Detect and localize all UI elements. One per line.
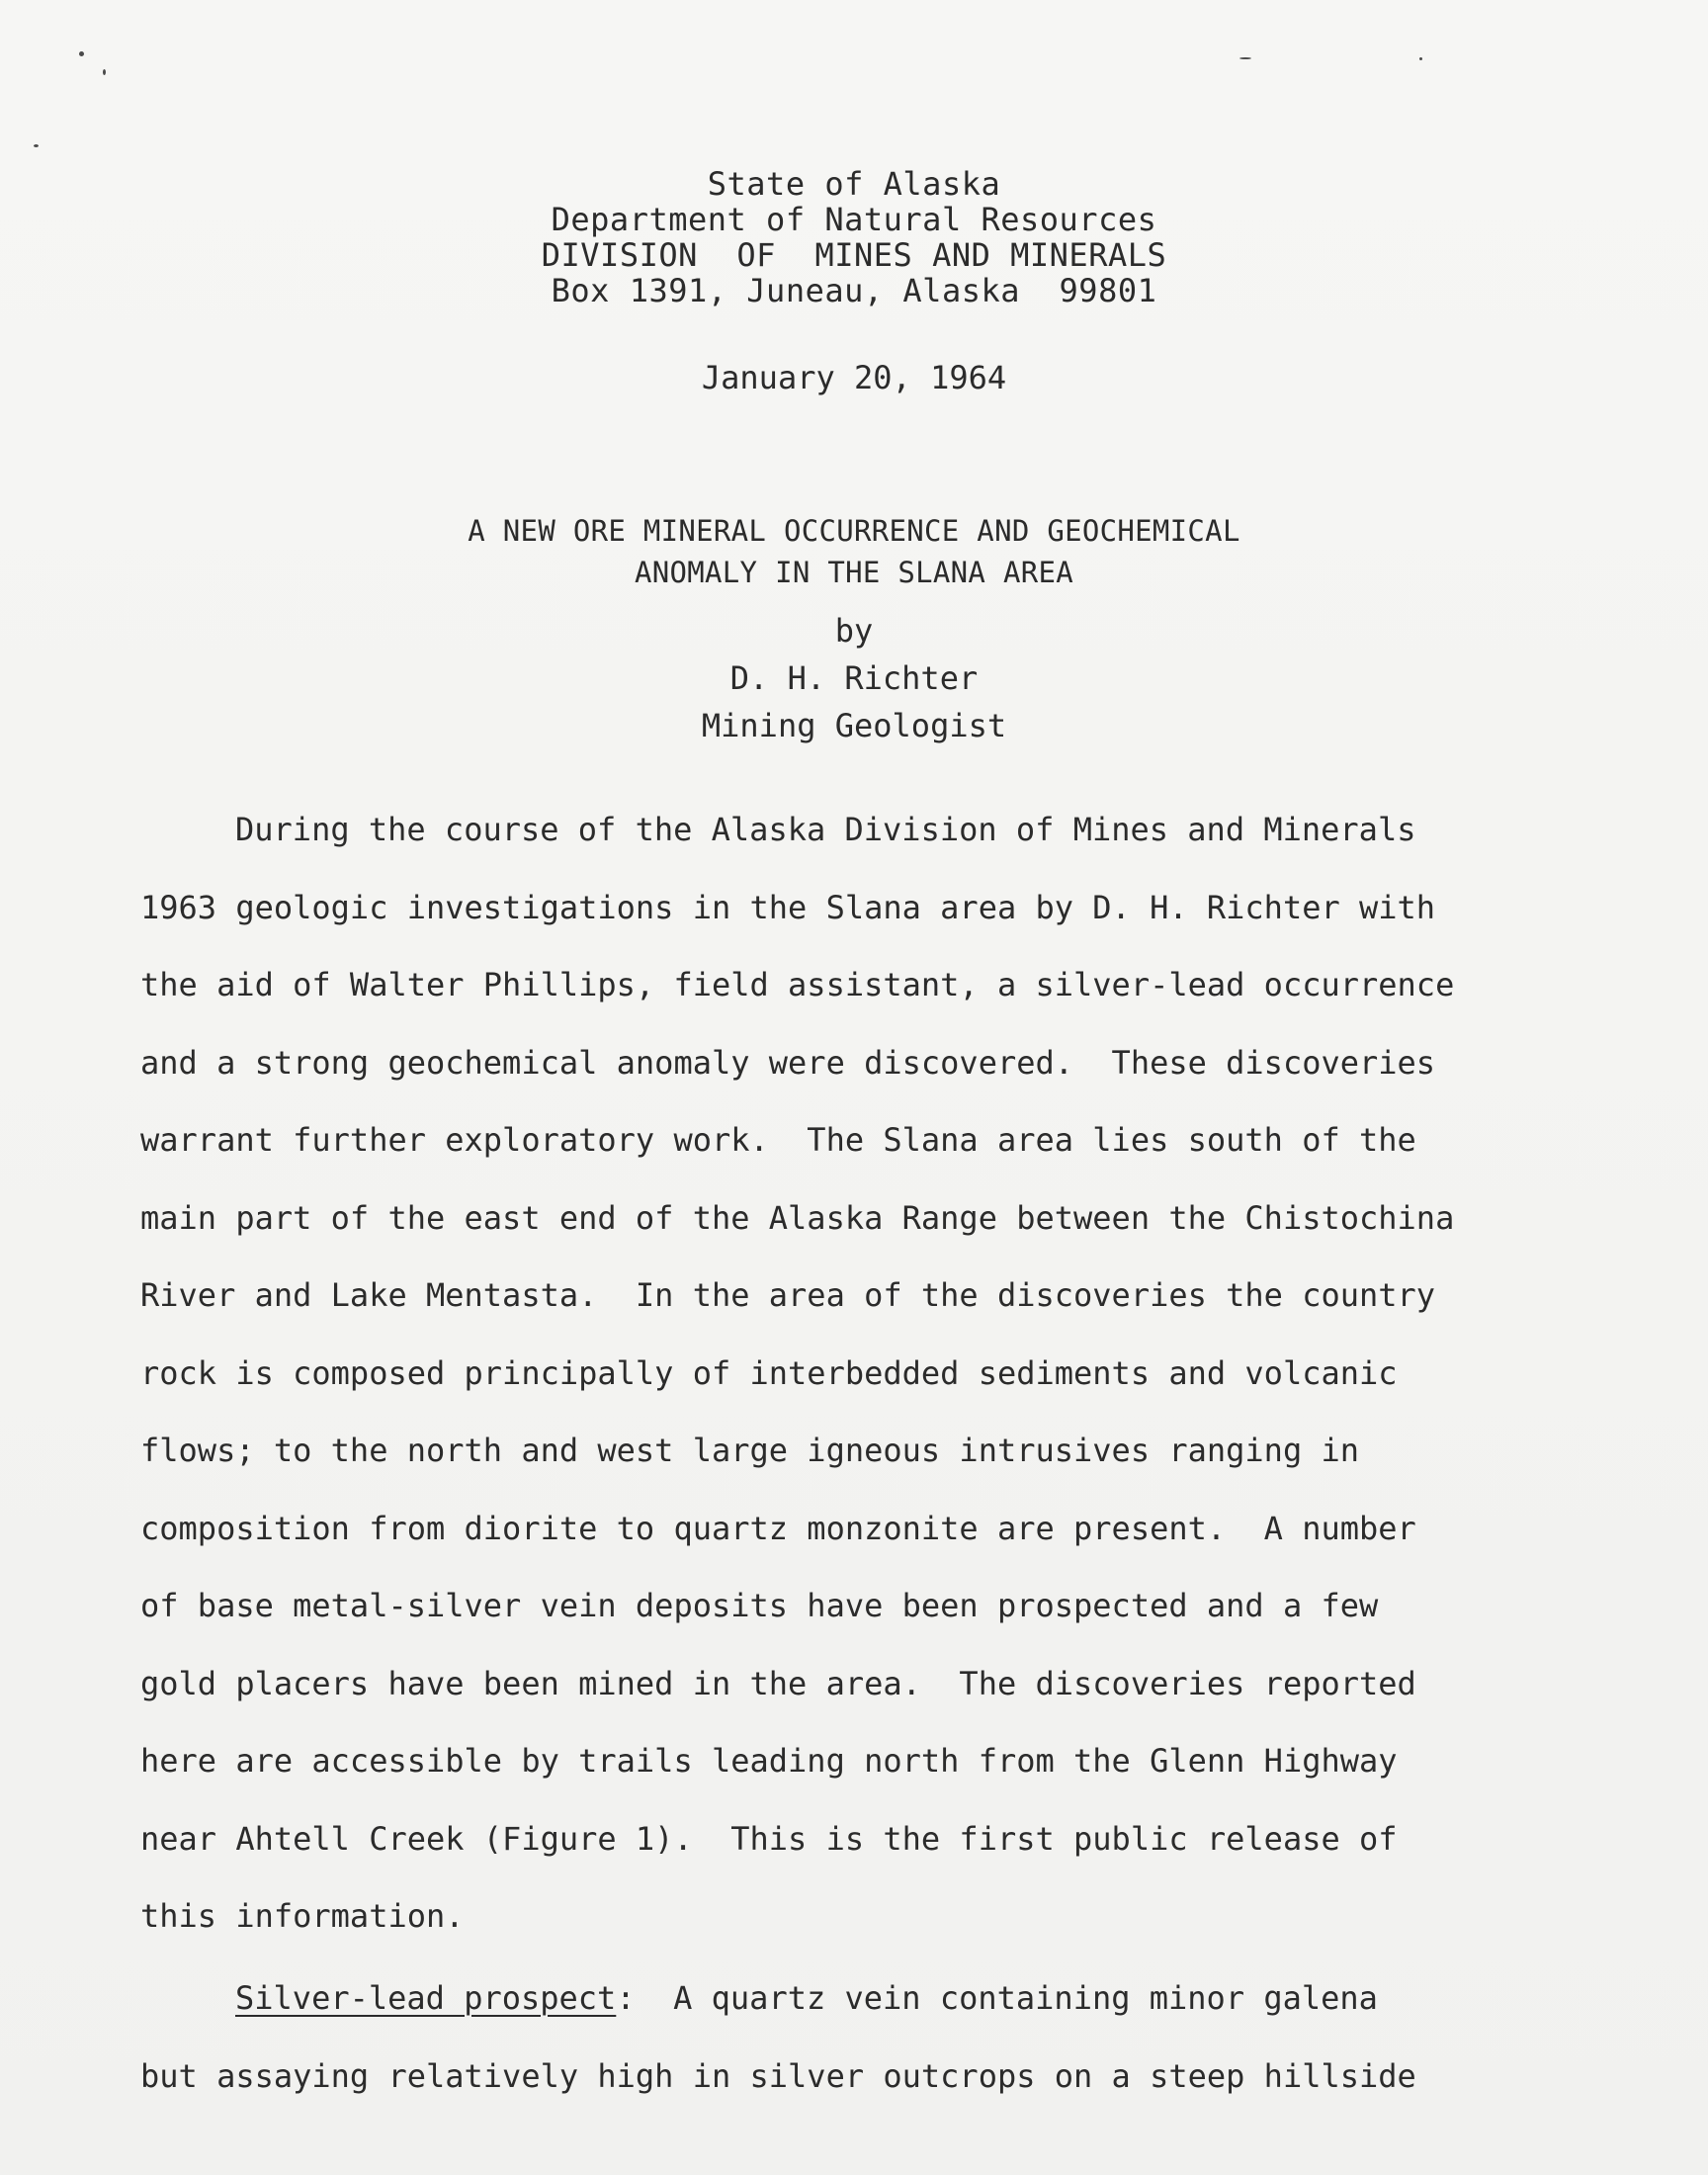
section-line-1: A quartz vein containing minor galena xyxy=(635,1979,1378,2017)
body-line: rock is composed principally of interbedded sediments and volcanic xyxy=(140,1353,1398,1392)
scan-speck xyxy=(79,51,84,56)
body-line: flows; to the north and west large igneous intrusives ranging in xyxy=(140,1432,1359,1469)
letterhead-division: DIVISION OF MINES AND MINERALS xyxy=(541,236,1167,274)
body-line: During the course of the Alaska Division of Mines and Minerals xyxy=(235,811,1416,848)
letterhead xyxy=(0,166,1708,308)
title-line-1: A NEW ORE MINERAL OCCURRENCE AND GEOCHEMICAL xyxy=(468,514,1240,548)
body-line: here are accessible by trails leading north from the Glenn Highway xyxy=(140,1742,1398,1780)
document-title xyxy=(0,510,1708,593)
letterhead-address: Box 1391, Juneau, Alaska 99801 xyxy=(551,272,1157,309)
section-heading: Silver-lead prospect xyxy=(235,1979,617,2017)
author-position: Mining Geologist xyxy=(701,707,1007,744)
body-line: gold placers have been mined in the area. The discoveries reported xyxy=(140,1664,1416,1702)
letterhead-department: Department of Natural Resources xyxy=(551,201,1157,238)
section-heading-colon: : xyxy=(616,1979,636,2017)
scan-speck xyxy=(34,144,39,147)
silver-lead-section xyxy=(140,1959,1544,2115)
body-line: composition from diorite to quartz monzonite are present. A number xyxy=(140,1509,1416,1547)
body-paragraph xyxy=(140,791,1544,1956)
section-line-2: but assaying relatively high in silver outcrops on a steep hillside xyxy=(140,2056,1416,2095)
scan-speck xyxy=(1419,57,1422,60)
letterhead-state: State of Alaska xyxy=(707,165,1001,203)
body-line: main part of the east end of the Alaska Range between the Chistochina xyxy=(140,1198,1455,1237)
document-date: January 20, 1964 xyxy=(701,359,1007,396)
body-line: 1963 geologic investigations in the Slana area by D. H. Richter with xyxy=(140,888,1436,926)
body-line: and a strong geochemical anomaly were discovered. These discoveries xyxy=(140,1043,1436,1082)
body-line: of base metal-silver vein deposits have been prospected and a few xyxy=(140,1587,1379,1624)
body-line: this information. xyxy=(140,1897,465,1935)
body-line: warrant further exploratory work. The Slana area lies south of the xyxy=(140,1121,1416,1159)
body-line: near Ahtell Creek (Figure 1). This is the first public release of xyxy=(140,1819,1398,1858)
section-first-line xyxy=(140,1959,1544,2038)
title-line-2: ANOMALY IN THE SLANA AREA xyxy=(635,556,1073,589)
byline xyxy=(0,607,1708,749)
scan-speck xyxy=(103,69,106,75)
author-name: D. H. Richter xyxy=(729,659,979,697)
byline-by: by xyxy=(834,612,874,650)
body-line: the aid of Walter Phillips, field assistant, a silver-lead occurrence xyxy=(140,966,1455,1003)
scan-speck xyxy=(1239,57,1251,59)
body-line: River and Lake Mentasta. In the area of the discoveries the country xyxy=(140,1276,1436,1314)
